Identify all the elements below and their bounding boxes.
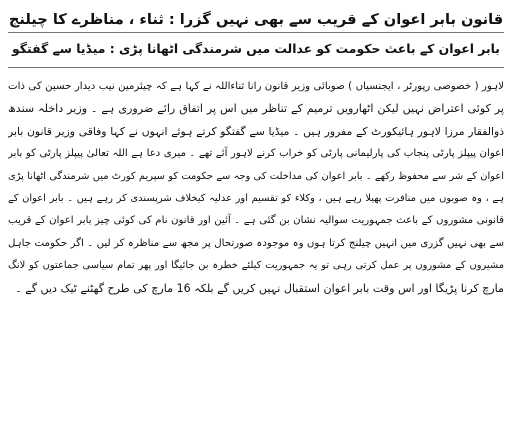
subheadline-divider: [8, 67, 504, 68]
headline-divider: [8, 32, 504, 33]
article-line: مارچ کرنا پڑیگا اور اس وقت بابر اعوان استقبال نہیں کریں گے بلکہ 16 مارچ کی طرح گھٹنے ٹیک دیں گے ۔: [15, 281, 504, 295]
article-line: سے بھی نہیں گزری میں انہیں چیلنج کرتا ہوں وہ موجودہ صورتحال پر مجھ سے مناظرہ کر لیں ۔ اگر حکومت جاہل: [8, 237, 504, 249]
article-line: قانونی مشوروں کے باعث جمہوریت سوالیہ نشان بن گئی ہے ۔ آئین اور قانون نام کی کوئی چیز بابر اعوان کے قریب: [8, 215, 504, 227]
article-line: اعوان کے شر سے محفوظ رکھے ۔ بابر اعوان کی مداخلت کی وجہ سے حکومت کو سپریم کورٹ میں شرمندگی اٹھانا پڑی: [8, 170, 504, 182]
sub-headline: بابر اعوان کے باعث حکومت کو عدالت میں شرمندگی اٹھانا پڑی : میڈیا سے گفتگو: [12, 41, 500, 56]
article-body: [8, 76, 504, 300]
article-line: اعوان پیپلز پارٹی پنجاب کی پارلیمانی پارٹی کو خراب کرنے لاہور آئے تھے ۔ میری دعا ہے اللہ تعالیٰ پیپلز پارٹی کو بابر: [8, 148, 504, 160]
article-line: پر کوئی اعتراض نہیں لیکن اٹھارویں ترمیم کے تناظر میں اس پر اتفاق رائے ضروری ہے ۔ وزیر داخلہ سندھ: [8, 102, 504, 116]
main-headline: قانون بابر اعوان کے قریب سے بھی نہیں گزرا : ثناء ، مناظرے کا چیلنج: [8, 11, 504, 28]
article-line: مشیروں کے مشوروں پر عمل کرتی رہی تو یہ جمہوریت کیلئے خطرہ بن جائیگا اور پھر تمام سیاسی جماعتوں کو لانگ: [8, 260, 504, 272]
article-line: لاہور ( خصوصی رپورٹر ، ایجنسیاں ) صوبائی وزیر قانون رانا ثناءاللہ نے کہا ہے کہ چیئرمین نیب دیدار حسین کی ذات: [8, 81, 504, 92]
article-line: ہے ، وہ صوبوں میں منافرت پھیلا رہے ہیں ، وکلاء کو تقسیم اور عدلیہ کیخلاف شرپسندی کر رہے ہیں ۔ بابر اعوان کے: [8, 193, 504, 205]
article-line: ذوالفقار مرزا لاہور ہائیکورٹ کے مفرور ہیں ۔ میڈیا سے گفتگو کرتے ہوئے انہوں نے کہا وفاقی وزیر قانون بابر: [8, 124, 504, 138]
